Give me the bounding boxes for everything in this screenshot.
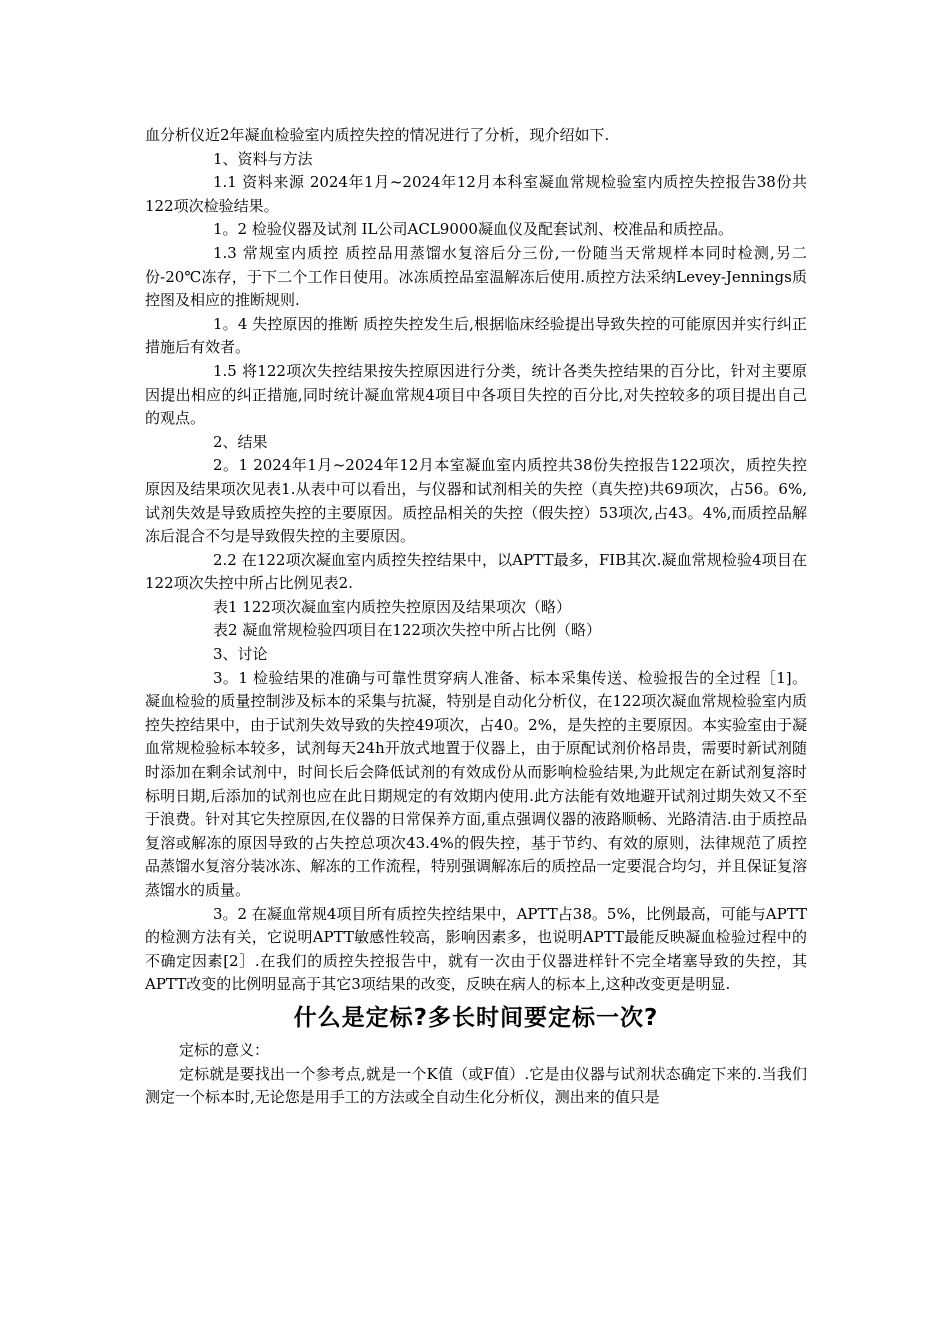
paragraph-intro: 血分析仪近2年凝血检验室内质控失控的情况进行了分析，现介绍如下. [145,126,610,144]
heading-results: 2、结果 [213,432,268,451]
document-body [145,124,807,1110]
paragraph-3-1: 3。1 检验结果的准确与可靠性贯穿病人准备、标本采集传送、检验报告的全过程［1]。凝血检验的质量控制涉及标本的采集与抗凝，特别是自动化分析仪，在122项次凝血常规检验室内质控失控结果中，由于试剂失效导致的失控49项次，占40。2%，是失控的主要原因。本实验室由于凝血常规检验标本较多，试剂每天24h开放式地置于仪器上，由于原配试剂价格昂贵，需要时新试剂随时添加在剩余试剂中，时间长后会降低试剂的有效成份从而影响检验结果,为此规定在新试剂复溶时标明日期,后添加的试剂也应在此日期规定的有效期内使用.此方法能有效地避开试剂过期失效又不至于浪费。针对其它失控原因,在仪器的日常保养方面,重点强调仪器的液路顺畅、光路清洁.由于质控品复溶或解冻的原因导致的占失控总项次43.4%的假失控，基于节约、有效的原则，法律规范了质控品蒸馏水复溶分装冰冻、解冻的工作流程，特别强调解冻后的质控品一定要混合均匀，并且保证复溶蒸馏水的质量。 [145,668,807,899]
heading-discussion: 3、讨论 [213,645,268,664]
paragraph-calibration-definition: 定标就是要找出一个参考点,就是一个K值（或F值）.它是由仪器与试剂状态确定下来的.当我们测定一个标本时,无论您是用手工的方法或全自动生化分析仪，测出来的值只是 [145,1064,807,1107]
table-1-caption: 表1 122项次凝血室内质控失控原因及结果项次（略） [213,597,571,616]
table-2-caption: 表2 凝血常规检验四项目在122项次失控中所占比例（略） [213,621,601,640]
paragraph-1-4: 1。4 失控原因的推断 质控失控发生后,根据临床经验提出导致失控的可能原因并实行纠正措施后有效者。 [145,314,807,357]
section-title: 什么是定标?多长时间要定标一次? [293,1004,659,1031]
paragraph-1-1: 1.1 资料来源 2024年1月~2024年12月本科室凝血常规检验室内质控失控报告38份共122项次检验结果。 [145,173,807,215]
heading-materials-methods: 1、资料与方法 [213,149,313,168]
paragraph-1-3: 1.3 常规室内质控 质控品用蒸馏水复溶后分三份,一份随当天常规样本同时检测,另二份-20℃冻存，于下二个工作日使用。冰冻质控品室温解冻后使用.质控方法采纳Levey-Jennings质控图及相应的推断规则. [145,243,807,310]
paragraph-2-2: 2.2 在122项次凝血室内质控失控结果中，以APTT最多，FIB其次.凝血常规检验4项目在122项次失控中所占比例见表2. [145,550,807,593]
paragraph-1-5: 1.5 将122项次失控结果按失控原因进行分类，统计各类失控结果的百分比，针对主要原因提出相应的纠正措施,同时统计凝血常规4项目中各项目失控的百分比,对失控较多的项目提出自己的观点。 [145,361,807,428]
paragraph-2-1: 2。1 2024年1月~2024年12月本室凝血室内质控共38份失控报告122项次，质控失控原因及结果项次见表1.从表中可以看出，与仪器和试剂相关的失控（真失控)共69项次，占56。6%,试剂失效是导致质控失控的主要原因。质控品相关的失控（假失控）53项次,占43。4%,而质控品解冻后混合不匀是导致假失控的主要原因。 [145,456,807,546]
paragraph-calibration-meaning: 定标的意义： [179,1040,270,1059]
paragraph-1-2: 1。2 检验仪器及试剂 IL公司ACL9000凝血仪及配套试剂、校准品和质控品。 [213,220,733,239]
paragraph-3-2: 3。2 在凝血常规4项目所有质控失控结果中，APTT占38。5%，比例最高，可能与APTT的检测方法有关，它说明APTT敏感性较高，影响因素多，也说明APTT最能反映凝血检验过程中的不确定因素[2］.在我们的质控失控报告中，就有一次由于仪器进样针不完全堵塞导致的失控，其APTT改变的比例明显高于其它3项结果的改变，反映在病人的标本上,这种改变更是明显. [145,904,807,994]
